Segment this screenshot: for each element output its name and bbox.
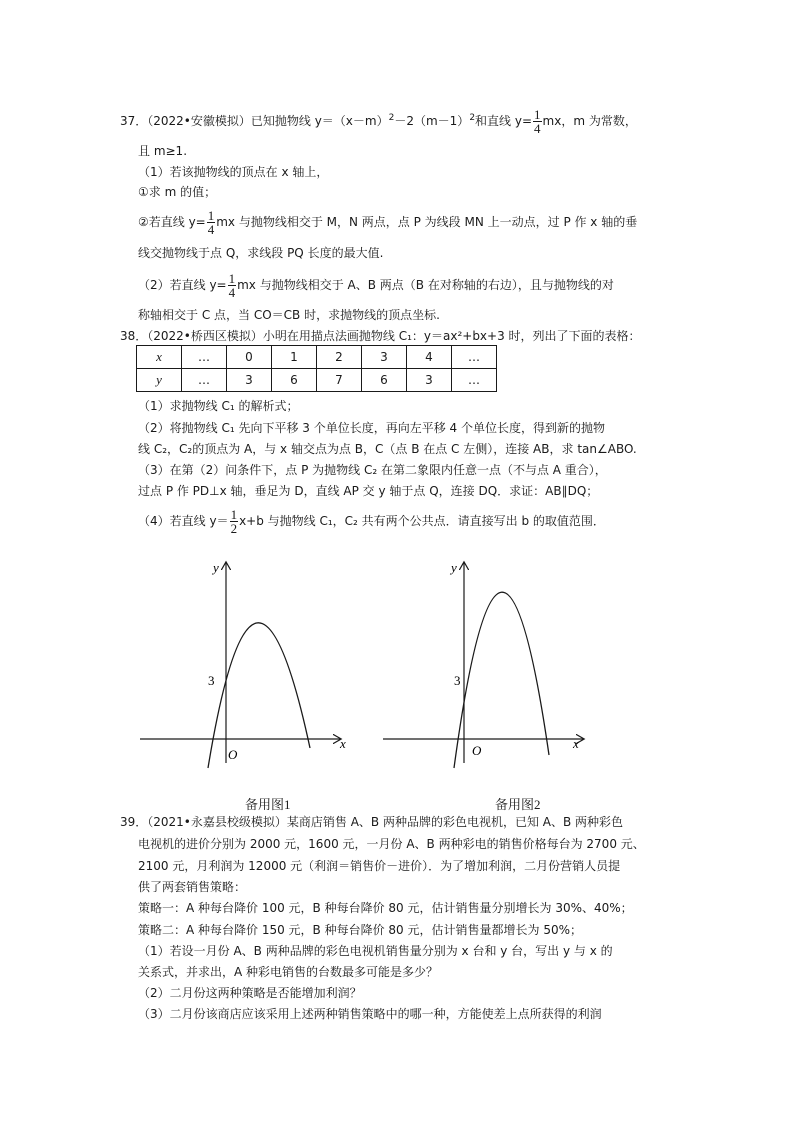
q37-line2: 且 m≥1. [138, 144, 188, 158]
q39-line6: 策略二：A 种每台降价 150 元，B 种每台降价 80 元，估计销售量都增长为 50%； [138, 923, 582, 937]
q37-line8: 称轴相交于 C 点，当 CO＝CB 时，求抛物线的顶点坐标. [138, 308, 440, 322]
q39-line3: 2100 元，月利润为 12000 元（利润＝销售价－进价）．为了增加利润，二月份营销人员提 [138, 859, 621, 873]
q39-line5: 策略一：A 种每台降价 100 元，B 种每台降价 80 元，估计销售量分别增长为 30%、40%； [138, 901, 633, 915]
table-cell: 6 [362, 369, 407, 392]
y-axis-label: y [213, 560, 219, 575]
table-cell: … [452, 346, 497, 369]
table-cell: 3 [362, 346, 407, 369]
origin-label: O [472, 743, 482, 758]
q37-line5: ②若直线 y= $\frac{1}{4}$ mx 与抛物线相交于 M，N 两点，点 P 为线段 MN 上一动点，过 P 作 x 轴的垂 [138, 208, 638, 237]
q39-line8: 关系式，并求出，A 种彩电销售的台数最多可能是多少？ [138, 965, 439, 979]
q39-line4: 供了两套销售策略： [138, 880, 247, 894]
q39-line10: （3）二月份该商店应该采用上述两种销售策略中的哪一种，方能使差上点所获得的利润 [138, 1007, 602, 1021]
x-axis-label: x [573, 736, 579, 751]
q39-line7: （1）若设一月份 A、B 两种品牌的彩色电视机销售量分别为 x 台和 y 台，写出 y 与 x 的 [138, 944, 613, 958]
table-cell: 1 [272, 346, 317, 369]
table-cell: y [137, 369, 182, 392]
table-cell: 0 [227, 346, 272, 369]
q38-s4: （4）若直线 y＝ $\frac{1}{2}$ x+b 与抛物线 C₁，C₂ 共有两个公共点．请直接写出 b 的取值范围． [138, 507, 605, 536]
fraction-quarter: $\frac{1}{4}$ [228, 271, 236, 300]
q37-line7: （2）若直线 y= $\frac{1}{4}$ mx 与抛物线相交于 A、B 两点（B 在对称轴的右边），且与抛物线的对 [138, 271, 614, 300]
q38-line1: 38．（2022•桥西区模拟）小明在用描点法画抛物线 C₁：y＝ax²+bx+3 时，列出了下面的表格： [120, 329, 641, 343]
q37-line6: 线交抛物线于点 Q，求线段 PQ 长度的最大值. [138, 246, 384, 260]
table-cell: … [452, 369, 497, 392]
q39-line9: （2）二月份这两种策略是否能增加利润？ [138, 986, 362, 1000]
q37-line4: ①求 m 的值； [138, 185, 217, 199]
q38-s1: （1）求抛物线 C₁ 的解析式； [138, 399, 299, 413]
table-cell: 4 [407, 346, 452, 369]
parabola-curve [208, 623, 310, 768]
table-row [137, 369, 497, 392]
q38-s2b: 线 C₂，C₂的顶点为 A，与 x 轴交点为点 B，C（点 B 在点 C 左侧），连接 AB，求 tan∠ABO. [138, 442, 637, 456]
q37-line3: （1）若该抛物线的顶点在 x 轴上， [138, 165, 329, 179]
y-axis-label: y [451, 560, 457, 575]
table-row [137, 346, 497, 369]
table-cell: 3 [227, 369, 272, 392]
fraction-half: $\frac{1}{2}$ [230, 507, 238, 536]
x-axis-label: x [340, 736, 346, 751]
q39-line2: 电视机的进价分别为 2000 元，1600 元，一月份 A、B 两种彩电的销售价格每台为 2700 元、 [138, 837, 645, 851]
y-intercept-label: 3 [454, 673, 461, 688]
table-cell: 7 [317, 369, 362, 392]
q38-s3b: 过点 P 作 PD⊥x 轴，垂足为 D，直线 AP 交 y 轴于点 Q，连接 DQ．求证：AB∥DQ； [138, 484, 599, 498]
figure-1-caption: 备用图1 [245, 797, 291, 812]
table-cell: 3 [407, 369, 452, 392]
figure-2 [375, 555, 605, 770]
q39-line1: 39．（2021•永嘉县校级模拟）某商店销售 A、B 两种品牌的彩色电视机，已知 A、B 两种彩色 [120, 815, 624, 829]
q38-s3a: （3）在第（2）问条件下，点 P 为抛物线 C₂ 在第二象限内任意一点（不与点 A 重合）， [138, 463, 607, 477]
figure-1 [130, 555, 360, 770]
parabola-curve [454, 592, 549, 768]
q37-line1: 37．（2022•安徽模拟）已知抛物线 $y=(x-m)^2-2(m-1)^2$和直线 y= $\frac{1}{4}$ mx，m 为常数， [120, 107, 637, 136]
q38-s2a: （2）将抛物线 C₁ 先向下平移 3 个单位长度，再向左平移 4 个单位长度，得到新的抛物 [138, 421, 605, 435]
origin-label: O [228, 747, 238, 762]
value-table [136, 345, 497, 392]
table-cell: … [182, 346, 227, 369]
table-cell: x [137, 346, 182, 369]
table-cell: 6 [272, 369, 317, 392]
figure-2-caption: 备用图2 [495, 797, 541, 812]
fraction-quarter: $\frac{1}{4}$ [534, 107, 541, 136]
table-cell: … [182, 369, 227, 392]
table-cell: 2 [317, 346, 362, 369]
y-intercept-label: 3 [208, 673, 215, 688]
fraction-quarter: $\frac{1}{4}$ [207, 208, 215, 237]
